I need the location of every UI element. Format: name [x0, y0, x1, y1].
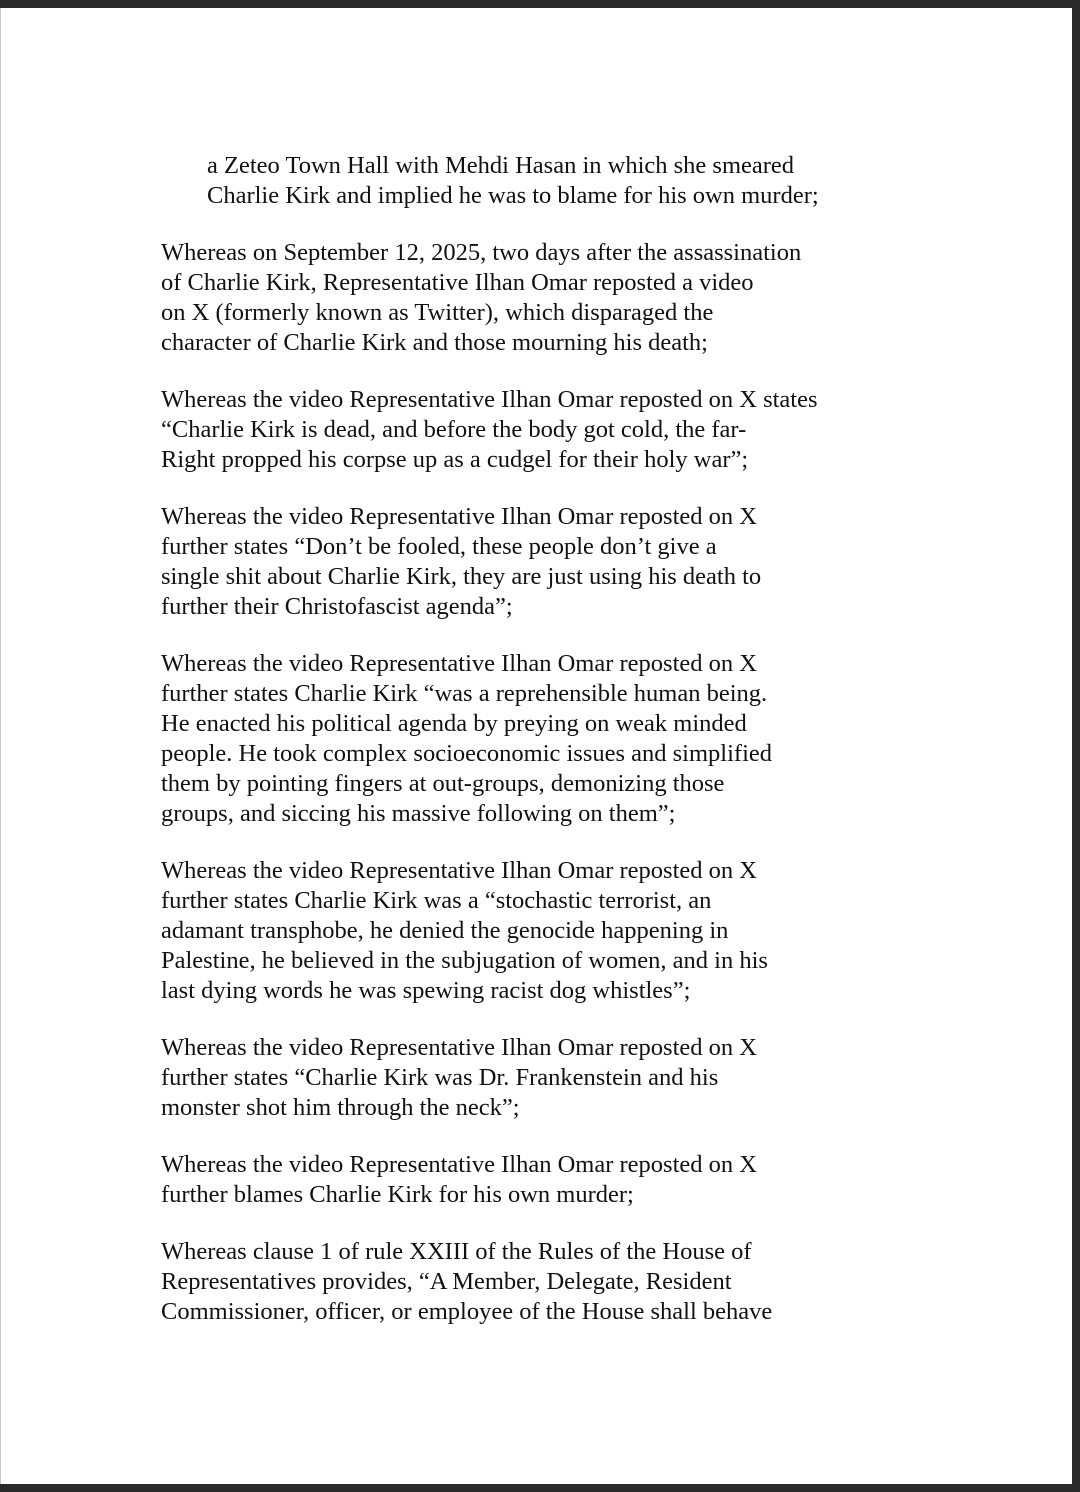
- resolution-paragraph-9: [161, 1237, 881, 1327]
- document-body: [161, 151, 881, 1354]
- paragraph-line: character of Charlie Kirk and those mourning his death;: [161, 329, 708, 356]
- resolution-paragraph-3: [161, 385, 881, 475]
- resolution-paragraph-2: [161, 238, 881, 358]
- paragraph-line: Whereas the video Representative Ilhan Omar reposted on X states: [161, 386, 818, 413]
- paragraph-line: Commissioner, officer, or employee of the House shall behave: [161, 1298, 773, 1325]
- paragraph-line: Representatives provides, “A Member, Delegate, Resident: [161, 1268, 732, 1295]
- paragraph-line: further blames Charlie Kirk for his own murder;: [161, 1181, 634, 1208]
- paragraph-line: Whereas the video Representative Ilhan Omar reposted on X: [161, 1151, 757, 1178]
- paragraph-line: “Charlie Kirk is dead, and before the body got cold, the far-: [161, 416, 747, 443]
- resolution-paragraph-4: [161, 502, 881, 622]
- paragraph-line: Whereas clause 1 of rule XXIII of the Rules of the House of: [161, 1238, 752, 1265]
- paragraph-line: Right propped his corpse up as a cudgel for their holy war”;: [161, 446, 749, 473]
- paragraph-line: adamant transphobe, he denied the genocide happening in: [161, 917, 729, 944]
- paragraph-line: a Zeteo Town Hall with Mehdi Hasan in which she smeared: [207, 152, 795, 179]
- resolution-paragraph-5: [161, 649, 881, 829]
- paragraph-line: on X (formerly known as Twitter), which disparaged the: [161, 299, 714, 326]
- paragraph-line: single shit about Charlie Kirk, they are just using his death to: [161, 563, 762, 590]
- paragraph-line: Whereas the video Representative Ilhan Omar reposted on X: [161, 650, 757, 677]
- paragraph-line: Palestine, he believed in the subjugation of women, and in his: [161, 947, 768, 974]
- paragraph-line: Whereas the video Representative Ilhan Omar reposted on X: [161, 503, 757, 530]
- paragraph-line: further states “Charlie Kirk was Dr. Frankenstein and his: [161, 1064, 719, 1091]
- paragraph-line: Whereas the video Representative Ilhan Omar reposted on X: [161, 1034, 757, 1061]
- paragraph-line: Whereas on September 12, 2025, two days after the assassination: [161, 239, 802, 266]
- paragraph-line: Whereas the video Representative Ilhan Omar reposted on X: [161, 857, 757, 884]
- paragraph-line: groups, and siccing his massive following on them”;: [161, 800, 676, 827]
- paragraph-line: them by pointing fingers at out-groups, demonizing those: [161, 770, 725, 797]
- paragraph-line: Charlie Kirk and implied he was to blame for his own murder;: [207, 182, 819, 209]
- paragraph-line: further their Christofascist agenda”;: [161, 593, 513, 620]
- resolution-paragraph-1: [161, 151, 881, 211]
- resolution-paragraph-7: [161, 1033, 881, 1123]
- resolution-paragraph-8: [161, 1150, 881, 1210]
- paragraph-line: He enacted his political agenda by preying on weak minded: [161, 710, 747, 737]
- paragraph-line: monster shot him through the neck”;: [161, 1094, 520, 1121]
- paragraph-line: of Charlie Kirk, Representative Ilhan Omar reposted a video: [161, 269, 754, 296]
- paragraph-line: further states Charlie Kirk was a “stochastic terrorist, an: [161, 887, 712, 914]
- document-page: [0, 8, 1072, 1484]
- paragraph-line: further states Charlie Kirk “was a reprehensible human being.: [161, 680, 768, 707]
- paragraph-line: further states “Don’t be fooled, these people don’t give a: [161, 533, 717, 560]
- resolution-paragraph-6: [161, 856, 881, 1006]
- paragraph-line: people. He took complex socioeconomic issues and simplified: [161, 740, 773, 767]
- paragraph-line: last dying words he was spewing racist dog whistles”;: [161, 977, 691, 1004]
